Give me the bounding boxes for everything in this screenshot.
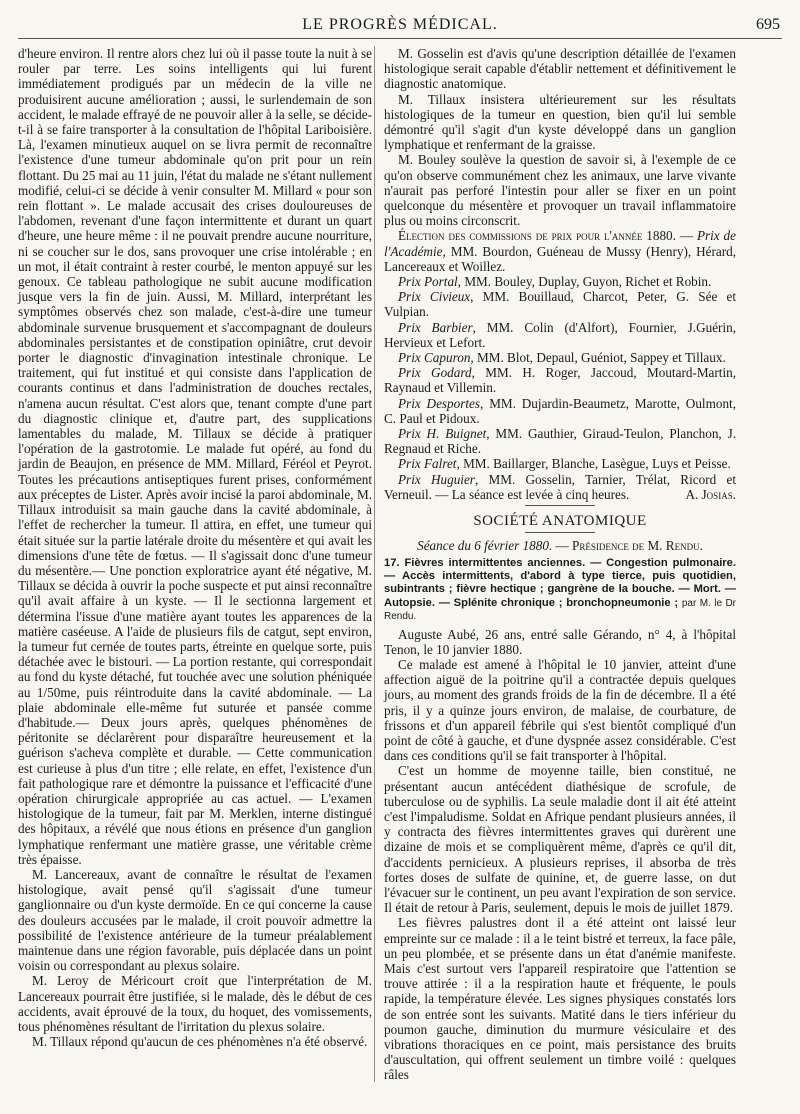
prize-members: MM. Baillarger, Blanche, Lasègue, Luys et Peisse. xyxy=(463,456,731,472)
prize-entry: Prix Barbier, MM. Colin (d'Alfort), Fournier, J.Guérin, Hervieux et Lefort. xyxy=(384,319,736,350)
prize-entry: Prix H. Buignet, MM. Gauthier, Giraud-Teulon, Planchon, J. Regnaud et Riche. xyxy=(384,426,737,457)
prize-entry: Prix Falret, MM. Baillarger, Blanche, Lasègue, Luys et Peisse. xyxy=(398,456,731,472)
prize-members: MM. Bouley, Duplay, Guyon, Richet et Robin. xyxy=(464,274,712,290)
paragraph: M. Lancereaux, avant de connaître le résultat de l'examen histologique, avait pensé qu'il s'agissait d'une tumeur ganglionnaire ou d'un kyste dermoïde. En ce qui concerne la cause des douleurs accusées par le malade, il croit pouvoir admettre la possibilité de l'existence antérieure de la tumeur préalablement maintenue dans une région favorable, puis déplacée dans un point voisin ou correspondant au plexus solaire. xyxy=(18,866,372,974)
paragraph: M. Leroy de Méricourt croit que l'interprétation de M. Lancereaux pourrait être justifiée, si le malade, dès le début de ces accidents, avait éprouvé de la toux, du hoquet, des vomissements, tous phénomènes résultant de l'irritation du plexus solaire. xyxy=(18,973,372,1034)
prize-members: MM. Gosselin, Tarnier, Trélat, Ricord et Verneuil. — La séance est levée à cinq heures. xyxy=(384,471,736,502)
prize-members: MM. H. Roger, Jaccoud, Moutard-Martin, Raynaud et Villemin. xyxy=(384,365,737,396)
right-column xyxy=(384,46,736,1083)
seance-date: Séance du 6 février 1880. xyxy=(417,538,553,554)
signature: A. Josias. xyxy=(685,486,736,502)
case-heading xyxy=(384,557,736,624)
prize-name: Prix Civieux xyxy=(398,289,471,305)
seance-presidency: — Présidence de M. Rendu. xyxy=(555,538,703,554)
prize-name: Prix Falret xyxy=(398,456,457,472)
prize-name: Prix Portal xyxy=(398,274,458,290)
section-rule xyxy=(525,532,595,533)
prize-entry: Prix Desportes, MM. Dujardin-Beaumetz, Marotte, Oulmont, C. Paul et Pidoux. xyxy=(384,395,736,426)
prize-name: Prix Capuron xyxy=(398,350,471,366)
page-header xyxy=(18,16,782,39)
page-number: 695 xyxy=(756,16,780,33)
prize-entry: Prix Capuron, MM. Blot, Depaul, Guéniot, Sappey et Tillaux. xyxy=(398,350,726,366)
seance-line xyxy=(384,538,736,553)
section-rule xyxy=(525,505,595,506)
paragraph: M. Bouley soulève la question de savoir si, à l'exemple de ce qu'on observe communément chez les animaux, une larve vivante n'aurait pas perforé l'intestin pour aller se fixer en un point quelconque du mésentère et provoquer un travail inflammatoire plus ou moins circonscrit. xyxy=(384,152,736,229)
paragraph: M. Tillaux insistera ultérieurement sur les résultats histologiques de la tumeur en question, bien qu'il lui semble démontré qu'il s'agit d'un kyste développé dans un ganglion lymphatique et renfermant de la graisse. xyxy=(384,91,736,153)
election-paragraph: Élection des commissions de prix pour l'année 1880. — Prix de l'Académie, MM. Bourdon, Guéneau de Mussy (Henry), Hérard, Lancereaux et Woillez. xyxy=(384,228,737,274)
left-column xyxy=(18,46,372,1049)
prize-name: Prix Huguier xyxy=(398,471,475,487)
prize-name: Prix Godard xyxy=(398,365,472,381)
paragraph: Ce malade est amené à l'hôpital le 10 janvier, atteint d'une affection aiguë de la poitrine qu'il a contractée depuis quelques jours, au moment des grands froids de la fin de décembre. Il a été pris, il y a quinze jours environ, de malaise, de courbature, de frissons et d'un appareil fébrile qui s'est bientôt compliqué d'un point de côté à gauche, et d'une dyspnée assez considérable. C'est dans ces conditions qu'il se fait transporter à l'hôpital. xyxy=(384,656,736,764)
column-divider xyxy=(374,46,375,1082)
prize-name: Prix de l'Académie xyxy=(384,228,736,259)
prize-entry: Prix Civieux, MM. Bouillaud, Charcot, Peter, G. Sée et Vulpian. xyxy=(384,289,736,320)
prize-entry: Prix Portal, MM. Bouley, Duplay, Guyon, Richet et Robin. xyxy=(398,274,712,290)
paragraph: Auguste Aubé, 26 ans, entré salle Gérando, n° 4, à l'hôpital Tenon, le 10 janvier 1880. xyxy=(384,626,736,657)
election-heading: Élection des commissions de prix pour l'année 1880. xyxy=(398,228,676,244)
paragraph: d'heure environ. Il rentre alors chez lui où il passe toute la nuit à se rouler par terre. Les soins intelligents qui lui furent immédiatement prodigués par un médecin de la ville ne produisirent aucune amélioration ; aussi, le surlendemain de son accident, le malade effrayé de ne pouvoir aller à la selle, se décide-t-il à se faire transporter à la consultation de l'hôpital Lariboisière. Là, l'examen minutieux auquel on se livra permit de reconnaître l'existence d'une tumeur abdominale qu'on prit pour un rein flottant. Du 25 mai au 11 juin, l'état du malade ne s'étant nullement modifié, celui-ci se décide à venir consulter M. Millard « pour son rein flottant ». Le malade accusait des crises douloureuses de l'abdomen, revenant d'une façon intermittente et durant un quart d'heure, une heure même : il ne pouvait prendre aucune nourriture, ni se coucher sur le dos, sans provoquer une crise intolérable ; en un mot, il était contraint à rester courbé, le menton appuyé sur les genoux. Ce tableau pathologique ne subit aucune modification jusque vers la fin de juin. Aussi, M. Millard, interprétant les symptômes observés chez son malade, c'est-à-dire une tumeur abdominale survenue brusquement et s'accompagnant de douleurs abdominales persistantes et de constipation opiniâtre, crut devoir porter le diagnostic d'invagination intestinale chronique. Le traitement, qui fut institué et qui consiste dans l'application de courants continus et dans l'administration de douches rectales, n'amena aucun résultat. C'est alors que, tenant compte d'une part du diagnostic clinique et, d'autre part, des supplications lamentables du malade, M. Tillaux se décide à pratiquer l'opération de la gastrotomie. Le malade fut opéré, au fond du jardin de Beaujon, en présence de MM. Millard, Féréol et Peyrot. Toutes les précautions antiseptiques furent prises, conformément aux préceptes de Lister. Après avoir incisé la paroi abdominale, M. Tillaux introduisit sa main gauche dans la cavité abdominale, à l'effet de rechercher la tumeur. Il attira, en effet, une tumeur qui était située sur la partie latérale droite du mésentère et qui avait les dimensions d'une tête de fœtus. — Il s'agissait donc d'une tumeur du mésentère.— Une ponction exploratrice ayant été négative, M. Tillaux se décida à ouvrir la poche suspecte et put ainsi reconnaître qu'il avait affaire à un kyste. — Il le sectionna largement et détermina l'issue d'une matière ayant toutes les apparences de la matière caséeuse. A l'aide de plusieurs fils de catgut, sept environ, la tumeur fut cernée de toutes parts, étreinte en quelque sorte, puis détachée avec le bistouri. — La portion restante, qui correspondait au fond du kyste détaché, fut touchée avec une solution phéniquée au 1/50me, puis réintroduite dans la cavité abdominale. — La plaie abdominale elle-même fut suturée et pansée comme d'habitude.— Deux jours après, quelques phénomènes de péritonite se déclarèrent pour disparaître heureusement et la guérison s'acheva complète et durable. — Cette communication est curieuse à plus d'un titre ; elle relate, en effet, l'existence d'un fait pathologique rare et démontre la puissance et l'efficacité d'une opération chirurgicale appropriée au cas actuel. — L'examen histologique de la tumeur, fait par M. Merklen, interne distingué des hôpitaux, a révélé que nous étions en présence d'un ganglion lymphatique renfermant une matière grasse, une véritable crème très épaisse. xyxy=(18,46,372,867)
prize-members: MM. Gauthier, Giraud-Teulon, Planchon, J. Regnaud et Riche. xyxy=(384,426,737,457)
journal-title: LE PROGRÈS MÉDICAL. xyxy=(302,16,498,33)
paragraph: M. Tillaux répond qu'aucun de ces phénomènes n'a été observé. xyxy=(32,1034,368,1050)
prize-name: Prix Barbier xyxy=(398,319,473,335)
prize-members: MM. Dujardin-Beaumetz, Marotte, Oulmont, C. Paul et Pidoux. xyxy=(384,395,736,426)
prize-members: MM. Bouillaud, Charcot, Peter, G. Sée et Vulpian. xyxy=(384,289,736,320)
case-title: 17. Fièvres intermittentes anciennes. — Congestion pulmonaire. — Accès intermittents, d'abord à type tierce, puis quotidien, subintrants ; fièvre hectique ; gangrène de la bouche. — Mort. — Autopsie. — Splénite chronique ; bronchopneumonie ; xyxy=(384,556,736,609)
case-author: par M. le Dr Rendu. xyxy=(384,597,736,623)
prize-name: Prix Desportes xyxy=(398,395,481,411)
paragraph: M. Gosselin est d'avis qu'une description détaillée de l'examen histologique serait capable d'établir nettement et définitivement le diagnostic anatomique. xyxy=(384,46,736,92)
prize-members: MM. Colin (d'Alfort), Fournier, J.Guérin, Hervieux et Lefort. xyxy=(384,319,736,350)
prize-members: MM. Bourdon, Guéneau de Mussy (Henry), Hérard, Lancereaux et Woillez. xyxy=(384,243,737,274)
prize-members: MM. Blot, Depaul, Guéniot, Sappey et Tillaux. xyxy=(477,350,726,366)
prize-name: Prix H. Buignet xyxy=(398,426,487,442)
prize-entry: Prix Huguier, MM. Gosselin, Tarnier, Trélat, Ricord et Verneuil. — La séance est levée à cinq heures. A. Josias. xyxy=(384,471,736,502)
prize-entry: Prix Godard, MM. H. Roger, Jaccoud, Moutard-Martin, Raynaud et Villemin. xyxy=(384,365,737,396)
paragraph: Les fièvres palustres dont il a été atteint ont laissé leur empreinte sur ce malade : il a le teint bistré et terreux, la face pâle, un peu plombée, et se présente dans un état d'anémie manifeste. Mais c'est surtout vers l'appareil respiratoire que l'attention se trouve attirée : il a la respiration haute et fréquente, le pouls rapide, la température élevée. Les signes physiques constatés lors de son entrée sont les suivants. Matité dans le tiers inférieur du poumon gauche, diminution du murmure vésiculaire et des vibrations thoraciques en ce point, mais persistance des bruits d'auscultation, qui offrent seulement un timbre voilé : quelques râles xyxy=(384,915,736,1083)
paragraph: C'est un homme de moyenne taille, bien constitué, ne présentant aucun antécédent diathésique de scrofule, de tuberculose ou de syphilis. La seule maladie dont il ait été atteint c'est l'impaludisme. Soldat en Afrique pendant plusieurs années, il y contracta des fièvres intermittentes graves qui durèrent une dizaine de mois et se compliquèrent même, d'après ce qu'il dit, d'accidents pernicieux. A plusieurs reprises, il absorba de très fortes doses de sulfate de quinine, et, de guerre lasse, on dut l'évacuer sur le continent, un peu avant l'expiration de son service. Il était de retour à Paris, seulement, depuis le mois de juillet 1879. xyxy=(384,763,736,916)
society-title: SOCIÉTÉ ANATOMIQUE xyxy=(473,513,647,530)
